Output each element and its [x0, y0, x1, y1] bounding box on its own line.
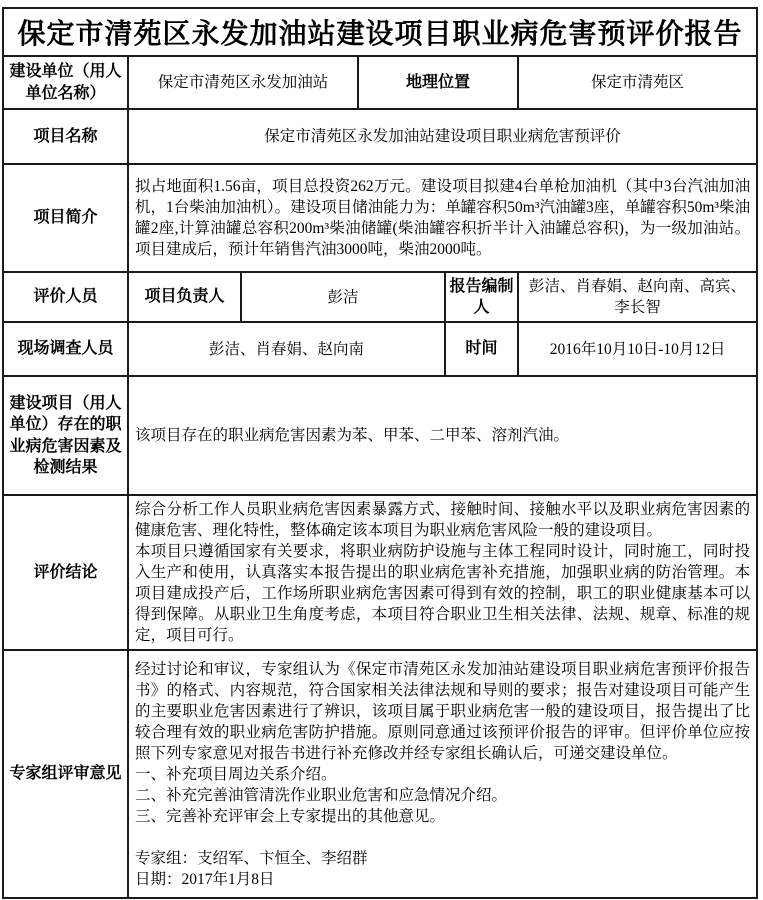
- project-name-value: 保定市清苑区永发加油站建设项目职业病危害预评价: [128, 109, 757, 164]
- time-value: 2016年10月10日-10月12日: [518, 322, 757, 376]
- unit-row: [3, 56, 757, 109]
- project-intro-row: [3, 164, 757, 272]
- unit-value: 保定市清苑区永发加油站: [128, 56, 358, 109]
- survey-value: 彭洁、肖春娟、赵向南: [128, 322, 445, 376]
- location-label: 地理位置: [358, 56, 518, 109]
- expert-review-label: 专家组评审意见: [3, 650, 128, 898]
- title-row: [3, 8, 757, 56]
- project-name-row: [3, 109, 757, 164]
- survey-label: 现场调查人员: [3, 322, 128, 376]
- location-value: 保定市清苑区: [518, 56, 757, 109]
- expert-paragraph: 经过讨论和审议，专家组认为《保定市清苑区永发加油站建设项目职业病危害预评价报告书》的格式、内容规范，符合国家相关法律法规和导则的要求；报告对建设项目可能产生的主要职业危害因素进行了辨识，该项目属于职业病危害一般的建设项目，报告提出了比较合理有效的职业病危害防护措施。原则同意通过该预评价报告的评审。但评价单位应按照下列专家意见对报告书进行补充修改并经专家组长确认后，可递交建设单位。: [135, 660, 751, 762]
- hazards-value: 该项目存在的职业病危害因素为苯、甲苯、二甲苯、溶剂汽油。: [128, 376, 757, 495]
- conclusion-row: [3, 495, 757, 650]
- conclusion-value: [128, 495, 757, 650]
- expert-date-line: 日期：2017年1月8日: [135, 870, 275, 888]
- expert-item-1: 一、补充项目周边关系介绍。: [135, 765, 337, 783]
- conclusion-label: 评价结论: [3, 495, 128, 650]
- expert-item-3: 三、完善补充评审会上专家提出的其他意见。: [135, 807, 446, 825]
- expert-review-value: [128, 650, 757, 898]
- project-leader-value: 彭洁: [241, 272, 445, 322]
- expert-item-2: 二、补充完善油管清洗作业职业危害和应急情况介绍。: [135, 786, 508, 804]
- project-name-label: 项目名称: [3, 109, 128, 164]
- blank-line: [135, 827, 750, 848]
- report-writer-value: 彭洁、肖春娟、赵向南、高宾、李长智: [518, 272, 757, 322]
- expert-review-row: [3, 650, 757, 898]
- page-title: 保定市清苑区永发加油站建设项目职业病危害预评价报告: [3, 8, 757, 56]
- evaluators-label: 评价人员: [3, 272, 128, 322]
- hazards-row: [3, 376, 757, 495]
- conclusion-paragraph-1: 综合分析工作人员职业病危害因素暴露方式、接触时间、接触水平以及职业病危害因素的健康危害、理化特性，整体确定该本项目为职业病危害风险一般的建设项目。: [135, 501, 751, 539]
- unit-label: 建设单位（用人单位名称）: [3, 56, 128, 109]
- project-intro-value: 拟占地面积1.56亩，项目总投资262万元。建设项目拟建4台单枪加油机（其中3台汽油加油机，1台柴油加油机）。建设项目储油能力为：单罐容积50m³汽油罐3座，单罐容积50m³柴油罐2座,计算油罐总容积200m³柴油储罐(柴油罐容积折半计入油罐总容积)，为一级加油站。项目建成后，预计年销售汽油3000吨，柴油2000吨。: [128, 164, 757, 272]
- survey-row: [3, 322, 757, 376]
- time-label: 时间: [445, 322, 518, 376]
- report-table: [2, 7, 758, 899]
- project-leader-label: 项目负责人: [128, 272, 241, 322]
- hazards-label: 建设项目（用人单位）存在的职业病危害因素及检测结果: [3, 376, 128, 495]
- evaluators-row: [3, 272, 757, 322]
- expert-group-line: 专家组：支绍军、卞恒全、李绍群: [135, 849, 368, 867]
- report-writer-label: 报告编制人: [445, 272, 518, 322]
- conclusion-paragraph-2: 本项目只遵循国家有关要求，将职业病防护设施与主体工程同时设计，同时施工，同时投入生产和使用，认真落实本报告提出的职业病危害补充措施，加强职业病的防治管理。本项目建成投产后，工作场所职业病危害因素可得到有效的控制，职工的职业健康基本可以得到保障。从职业卫生角度考虑，本项目符合职业卫生相关法律、法规、规章、标准的规定，项目可行。: [135, 543, 751, 644]
- project-intro-label: 项目简介: [3, 164, 128, 272]
